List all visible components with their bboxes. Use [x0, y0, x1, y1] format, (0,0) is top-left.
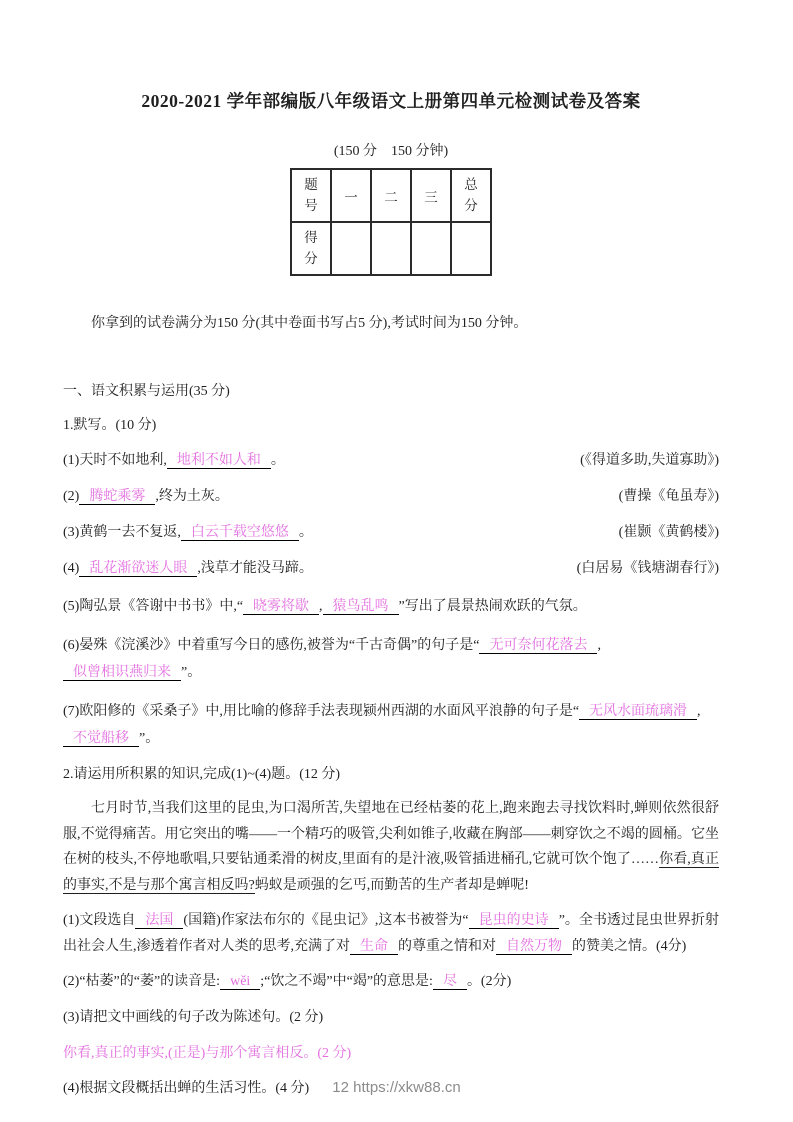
q1-item6: (6)晏殊《浣溪沙》中着重写今日的感伤,被誉为“千古奇偶”的句子是“ 无可奈何花落去 ,似曾相识燕归来 ”。 [63, 638, 601, 680]
score-table-score-row [291, 222, 491, 275]
q1-item2-text: (2) 腾蛇乘雾 ,终为土灰。 [63, 489, 229, 504]
q2-sub4-stem: (4)根据文段概括出蝉的生活习性。(4 分) [63, 1080, 310, 1096]
section1-heading: 一、语文积累与运用(35 分) [63, 384, 230, 399]
exam-notice: 你拿到的试卷满分为150 分(其中卷面书写占5 分),考试时间为150 分钟。 [91, 316, 528, 331]
q1-stem: 1.默写。(10 分) [63, 418, 157, 433]
passage-text: 七月时节,当我们这里的昆虫,为口渴所苦,失望地在已经枯萎的花上,跑来跑去寻找饮料时,蝉则依然很舒服,不觉得痛苦。用它突出的嘴——一个精巧的吸管,尖利如锥子,收藏在胸部——刺穿饮之不竭的圆桶。它坐在树的枝头,不停地歌唱,只要钻通柔滑的树皮,里面有的是汁液,吸管插进桶孔,它就可饮个饱了…… [63, 801, 719, 867]
q1-item2 [63, 485, 719, 509]
passage-text: 蚂蚁是顽强的乞丐,而勤苦的生产者却是蝉呢! [254, 877, 529, 893]
score-table-cell-part2: 二 [371, 169, 411, 222]
score-table-empty-cell [331, 222, 371, 275]
answer-blank: 乱花渐欲迷人眼 [79, 561, 197, 577]
answer-blank: 腾蛇乘雾 [79, 489, 155, 505]
answer-blank: 猿鸟乱鸣 [323, 599, 399, 615]
q1-item7: (7)欧阳修的《采桑子》中,用比喻的修辞手法表现颍州西湖的水面风平浪静的句子是“ 无风水面琉璃滑 ,不觉船移 ”。 [63, 704, 701, 746]
attribution: (《得道多助,失道寡助》) [580, 453, 719, 468]
attribution: (曹操《龟虽寿》) [618, 489, 719, 504]
answer-blank: 似曾相识燕归来 [63, 665, 181, 681]
q1-item3 [63, 521, 719, 545]
score-table-empty-cell [371, 222, 411, 275]
q2-sub2: (2)“枯萎”的“萎”的读音是: wěi ;“饮之不竭”中“竭”的意思是: 尽 。(2分) [63, 974, 512, 989]
answer-blank: 法国 [135, 913, 183, 929]
score-table-cell-score-label: 得分 [291, 222, 331, 275]
q1-item1 [63, 449, 719, 473]
exam-paper-page [63, 0, 719, 1100]
score-table-empty-cell [451, 222, 491, 275]
answer-blank: 不觉船移 [63, 731, 139, 747]
score-table [290, 168, 492, 276]
answer-blank: 晓雾将歇 [243, 599, 319, 615]
answer-blank: 白云千载空悠悠 [181, 525, 299, 541]
q2-passage [63, 796, 719, 898]
score-table-cell-part1: 一 [331, 169, 371, 222]
q2-sub1: (1)文段选自 法国 (国籍)作家法布尔的《昆虫记》,这本书被誉为“ 昆虫的史诗 ”。全书透过昆虫世界折射出社会人生,渗透着作者对人类的思考,充满了对 生命 的尊重之情和对 自然万物 的赞美之情。(4分) [63, 913, 720, 954]
answer-blank: 生命 [350, 939, 398, 955]
q1-item4-text: (4) 乱花渐欲迷人眼 ,浅草才能没马蹄。 [63, 561, 313, 576]
answer-blank: 自然万物 [496, 939, 572, 955]
q1-item5: (5)陶弘景《答谢中书书》中,“ 晓雾将歇 , 猿鸟乱鸣 ”写出了晨景热闹欢跃的气氛。 [63, 599, 587, 614]
score-table-header-row [291, 169, 491, 222]
attribution: (崔颢《黄鹤楼》) [618, 525, 719, 540]
q1-item1-text: (1)天时不如地利, 地利不如人和 。 [63, 453, 285, 468]
passage-underlined-sentence: 你看,真正的事实,不是与那个寓言相反吗? [63, 852, 720, 893]
answer-blank: 昆虫的史诗 [469, 913, 559, 929]
q1-item4 [63, 557, 719, 581]
score-table-cell-part3: 三 [411, 169, 451, 222]
score-time-subtitle: (150 分 150 分钟) [333, 144, 449, 159]
score-table-cell-question-number: 题号 [291, 169, 331, 222]
footer-page-info: 12 https://xkw88.cn [332, 1079, 461, 1096]
answer-blank: 地利不如人和 [167, 453, 271, 469]
score-table-empty-cell [411, 222, 451, 275]
q2-stem: 2.请运用所积累的知识,完成(1)~(4)题。(12 分) [63, 767, 341, 782]
attribution: (白居易《钱塘湖春行》) [576, 561, 719, 576]
page-title: 2020-2021 学年部编版八年级语文上册第四单元检测试卷及答案 [141, 91, 641, 111]
answer-blank: 无可奈何花落去 [479, 638, 597, 654]
score-table-cell-total: 总分 [451, 169, 491, 222]
q2-sub3-answer: 你看,真正的事实,(正是)与那个寓言相反。(2 分) [63, 1045, 352, 1061]
answer-blank: 尽 [433, 974, 467, 990]
answer-blank: wěi [220, 974, 260, 990]
answer-blank: 无风水面琉璃滑 [579, 704, 697, 720]
q2-sub3-stem: (3)请把文中画线的句子改为陈述句。(2 分) [63, 1009, 324, 1025]
q1-item3-text: (3)黄鹤一去不复返, 白云千载空悠悠 。 [63, 525, 313, 540]
